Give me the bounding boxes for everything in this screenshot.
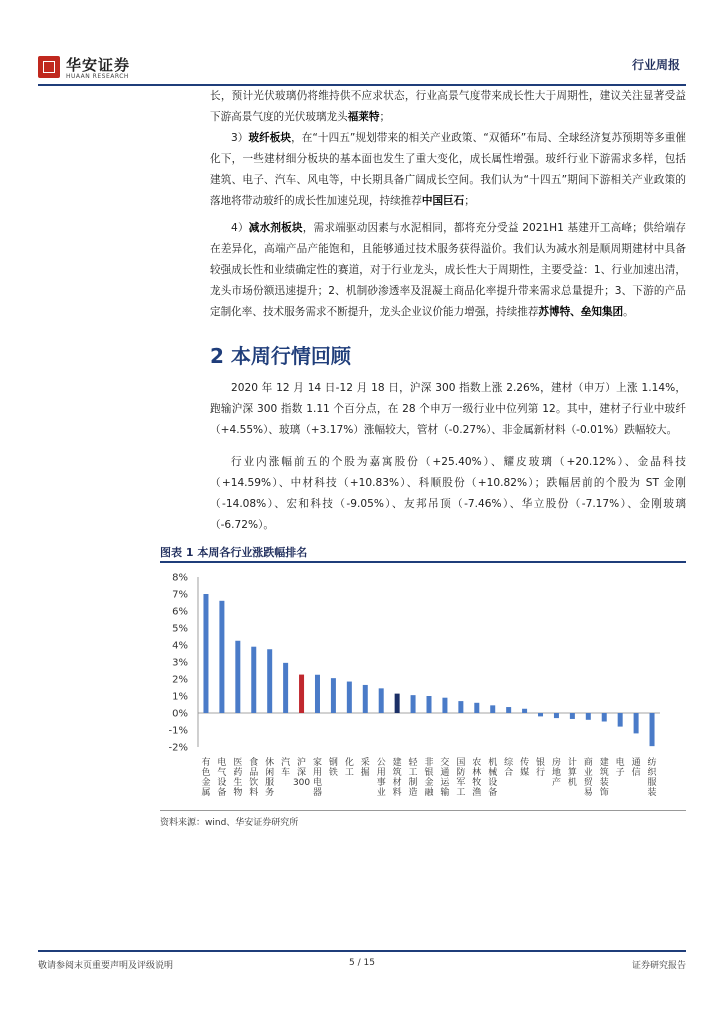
document-type: 行业周报 [631, 58, 680, 72]
y-tick-label: -2% [168, 742, 188, 754]
x-tick-label: 银行 [536, 758, 546, 778]
x-tick-label: 有色金属 [201, 758, 211, 798]
y-tick-label: 5% [172, 623, 188, 635]
y-tick-label: 2% [172, 674, 188, 686]
x-tick-label: 公用事业 [376, 758, 386, 798]
bar-建筑装饰 [602, 713, 607, 722]
brand-name-en: HUAAN RESEARCH [66, 73, 129, 80]
bar-钢铁 [331, 678, 336, 713]
x-tick-label: 非银金融 [424, 758, 434, 798]
x-tick-label: 建筑装饰 [599, 758, 609, 798]
bar-银行 [538, 713, 543, 716]
bar-轻工制造 [411, 695, 416, 713]
footer-disclaimer: 敬请参阅末页重要声明及评级说明 [38, 961, 174, 971]
x-tick-label: 化工 [344, 758, 354, 778]
x-tick-label: 计算机 [567, 758, 577, 788]
y-tick-label: 4% [172, 640, 188, 652]
bar-通信 [634, 713, 639, 733]
y-tick-label: -1% [168, 725, 188, 737]
bar-综合 [506, 707, 511, 713]
bar-汽车 [283, 663, 288, 713]
x-tick-label: 汽车 [281, 758, 291, 778]
bar-纺织服装 [650, 713, 655, 746]
bar-有色金属 [203, 594, 208, 713]
industry-change-chart [160, 563, 686, 809]
x-tick-label: 交通运输 [440, 758, 450, 798]
bar-农林牧渔 [474, 703, 479, 713]
x-tick-label: 商业贸易 [583, 758, 593, 798]
bar-采掘 [363, 685, 368, 713]
bar-机械设备 [490, 705, 495, 713]
bar-计算机 [570, 713, 575, 719]
bar-家用电器 [315, 675, 320, 713]
paragraph-weekly-review: 2020 年 12 月 14 日-12 月 18 日，沪深 300 指数上涨 2.26%，建材（申万）上涨 1.14%，跑输沪深 300 指数 1.11 个百分点，在 28 个申万一级行业中位列第 12。其中，建材子行业中玻纤（+4.55%）、玻璃（+3.17%）涨幅较大，管材（-0.27%）、非金属新材料（-0.01%）跌幅较大。 [210, 382, 686, 436]
y-tick-label: 8% [172, 572, 188, 584]
section-title: 2 本周行情回顾 [210, 344, 351, 368]
footer-divider [38, 950, 686, 952]
x-tick-label: 采掘 [360, 758, 370, 778]
bar-建筑材料 [395, 694, 400, 713]
x-tick-label: 休闲服务 [265, 758, 275, 798]
page-number: 5 / 15 [349, 958, 375, 968]
y-tick-label: 0% [172, 708, 188, 720]
bar-公用事业 [379, 688, 384, 713]
x-tick-label: 家用电器 [312, 758, 322, 798]
brand-logo-icon [38, 56, 60, 78]
bar-医药生物 [235, 641, 240, 713]
x-tick-label: 传媒 [520, 758, 530, 778]
x-tick-label: 机械设备 [488, 758, 498, 798]
brand-name: 华安证券 [66, 56, 131, 74]
y-tick-label: 3% [172, 657, 188, 669]
x-tick-label: 轻工制造 [408, 758, 418, 798]
x-tick-label: 通信 [631, 758, 641, 778]
paragraph-pv-glass: 长，预计光伏玻璃仍将维持供不应求状态，行业高景气度带来成长性大于周期性，建议关注显著受益下游高景气度的光伏玻璃龙头福莱特； [210, 90, 686, 123]
x-tick-label: 综合 [504, 758, 514, 778]
x-tick-label: 建筑材料 [392, 758, 402, 798]
paragraph-water-reducer: 4）减水剂板块，需求端驱动因素与水泥相同，都将充分受益 2021H1 基建开工高峰；供给端存在差异化，高端产品产能饱和，且能够通过技术服务获得溢价。我们认为减水剂是顺周期建材中具备较强成长性和业绩确定性的赛道，对于行业龙头，成长性大于周期性，主要受益：1、行业加速出清，龙头市场份额迅速提升；2、机制砂渗透率及混凝土商品化率提升带来需求总量提升；3、下游的产品定制化率、技术服务需求不断提升，龙头企业议价能力增强，持续推荐苏博特、垒知集团。 [210, 222, 687, 318]
x-tick-label: 国防军工 [456, 758, 466, 798]
bar-电气设备 [219, 601, 224, 713]
x-tick-label: 电气设备 [217, 758, 227, 798]
paragraph-top-stocks: 行业内涨幅前五的个股为嘉寓股份（+25.40%）、耀皮玻璃（+20.12%）、金晶科技（+14.59%）、中材科技（+10.83%）、科顺股份（+10.82%）；跌幅居前的个股为 ST 金刚（-14.08%）、宏和科技（-9.05%）、友邦吊顶（-7.46%）、华立股份（-7.17%）、金刚玻璃（-6.72%）。 [210, 456, 686, 531]
y-tick-label: 6% [172, 606, 188, 618]
bar-电子 [618, 713, 623, 727]
bar-沪深300 [299, 675, 304, 713]
bar-国防军工 [458, 701, 463, 713]
footer-report-type: 证券研究报告 [631, 961, 686, 971]
x-tick-label: 农林牧渔 [472, 758, 482, 798]
x-tick-label: 房地产 [551, 758, 561, 788]
figure-source: 资料来源：wind、华安证券研究所 [160, 818, 299, 828]
y-tick-label: 1% [172, 691, 188, 703]
paragraph-glass-fiber: 3）玻纤板块，在“十四五”规划带来的相关产业政策、“双循环”布局、全球经济复苏预期等多重催化下，一些建材细分板块的基本面也发生了重大变化，成长属性增强。玻纤行业下游需求多样，包括建筑、电子、汽车、风电等，中长期具备广阔成长空间。我们认为“十四五”期间下游相关产业政策的落地将带动玻纤的成长性加速兑现，持续推荐中国巨石； [210, 132, 686, 207]
figure-bottom-rule [160, 810, 686, 811]
x-tick-label: 医药生物 [233, 758, 243, 798]
bar-传媒 [522, 709, 527, 713]
bar-化工 [347, 682, 352, 713]
bar-休闲服务 [267, 649, 272, 713]
bar-非银金融 [427, 696, 432, 713]
x-tick-label: 食品饮料 [249, 758, 259, 798]
bar-食品饮料 [251, 647, 256, 713]
page-header [38, 40, 686, 88]
figure-title: 图表 1 本周各行业涨跌幅排名 [160, 546, 308, 559]
x-tick-label: 纺织服装 [647, 758, 657, 798]
bar-商业贸易 [586, 713, 591, 720]
y-tick-label: 7% [172, 589, 188, 601]
bar-房地产 [554, 713, 559, 718]
x-tick-label: 钢铁 [328, 758, 338, 778]
x-tick-label: 电子 [615, 758, 625, 778]
bar-交通运输 [442, 698, 447, 713]
x-tick-label: 沪深 300 [292, 758, 311, 788]
